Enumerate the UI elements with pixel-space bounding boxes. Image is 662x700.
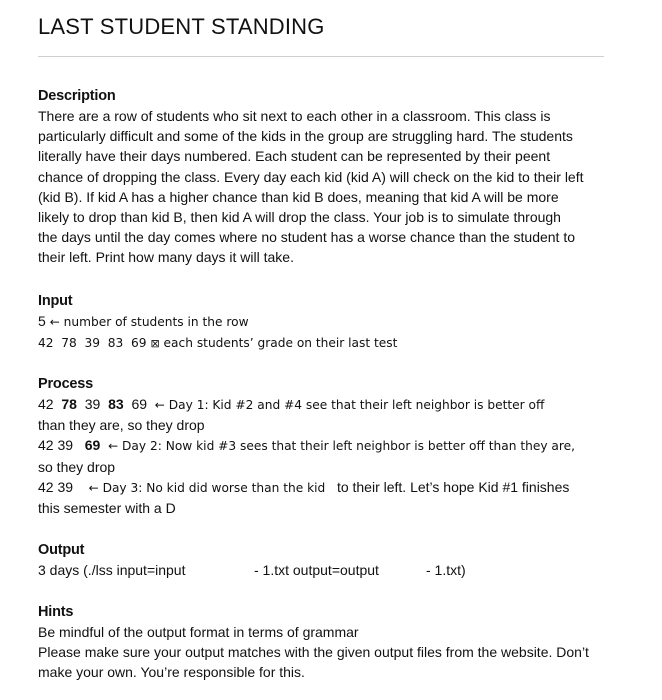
process-heading: Process xyxy=(38,376,94,392)
input-line-count xyxy=(38,311,624,332)
day1-number: 42 xyxy=(38,396,54,412)
description-line: There are a row of students who sit next to each other in a classroom. This class is xyxy=(38,108,551,124)
day3-note-a: Day 3: No kid did worse than the kid xyxy=(102,480,326,495)
description-line: (kid B). If kid A has a higher chance than kid B does, meaning that kid A will be more xyxy=(38,188,559,205)
day3-numbers: 42 39 xyxy=(38,478,74,495)
process-day3-line xyxy=(38,477,624,498)
description-line: their left. Print how many days it will take. xyxy=(38,249,294,266)
input-grades-note: each students’ grade on their last test xyxy=(163,336,398,351)
hints-line: make your own. You’re responsible for this. xyxy=(38,664,305,681)
day1-number: 69 xyxy=(131,396,148,412)
day1-number-dropped: 83 xyxy=(108,396,124,412)
input-grades-value: 42 78 39 83 69 xyxy=(38,336,147,351)
left-arrow-icon: ← xyxy=(49,315,60,329)
page-title: LAST STUDENT STANDING xyxy=(38,14,325,39)
day2-note: Day 2: Now kid #3 sees that their left neighbor is better off than they are, xyxy=(122,439,575,454)
output-segment: - 1.txt output=output xyxy=(254,562,379,578)
description-line: the days until the day comes where no student has a worse chance than the student to xyxy=(38,229,576,246)
hints-section xyxy=(38,602,624,683)
output-segment: 3 days (./lss input=input xyxy=(38,562,186,578)
output-heading: Output xyxy=(38,542,85,558)
process-day3-continuation: this semester with a D xyxy=(38,500,176,517)
process-day1-continuation: than they are, so they drop xyxy=(38,417,205,434)
left-arrow-icon: ← xyxy=(154,398,165,412)
output-line xyxy=(38,560,624,580)
day3-note-b: to their left. Let’s hope Kid #1 finishes xyxy=(336,478,570,495)
description-line: particularly difficult and some of the kids in the group are struggling hard. The students xyxy=(38,128,573,145)
day1-number-dropped: 78 xyxy=(61,396,77,412)
output-segment: - 1.txt) xyxy=(426,562,466,578)
description-line: literally have their days numbered. Each student can be represented by their peent xyxy=(38,148,551,165)
process-day2-line xyxy=(38,435,624,456)
left-arrow-icon: ← xyxy=(88,480,99,495)
box-glyph-icon: ⊠ xyxy=(150,337,160,351)
process-section xyxy=(38,374,624,518)
input-line-grades xyxy=(38,332,624,354)
description-line: likely to drop than kid B, then kid A will drop the class. Your job is to simulate through xyxy=(38,209,561,226)
input-heading: Input xyxy=(38,293,73,309)
day2-number-dropped: 69 xyxy=(84,437,101,454)
input-count-value: 5 xyxy=(38,313,46,329)
hints-heading: Hints xyxy=(38,604,74,620)
input-section xyxy=(38,291,624,354)
day2-numbers: 42 39 xyxy=(38,437,74,454)
title-divider xyxy=(38,56,604,57)
hints-line: Please make sure your output matches with the given output files from the website. Don’t xyxy=(38,644,589,661)
day1-number: 39 xyxy=(84,396,101,412)
output-section xyxy=(38,540,624,580)
process-day2-continuation: so they drop xyxy=(38,458,116,475)
process-day1-line xyxy=(38,394,624,415)
day1-note: Day 1: Kid #2 and #4 see that their left neighbor is better off xyxy=(168,398,545,412)
description-heading: Description xyxy=(38,88,116,104)
description-section xyxy=(38,86,624,268)
hints-line: Be mindful of the output format in terms of grammar xyxy=(38,624,359,640)
description-line: chance of dropping the class. Every day each kid (kid A) will check on the kid to their left xyxy=(38,168,584,185)
input-count-note: number of students in the row xyxy=(63,315,249,329)
left-arrow-icon: ← xyxy=(108,439,119,454)
